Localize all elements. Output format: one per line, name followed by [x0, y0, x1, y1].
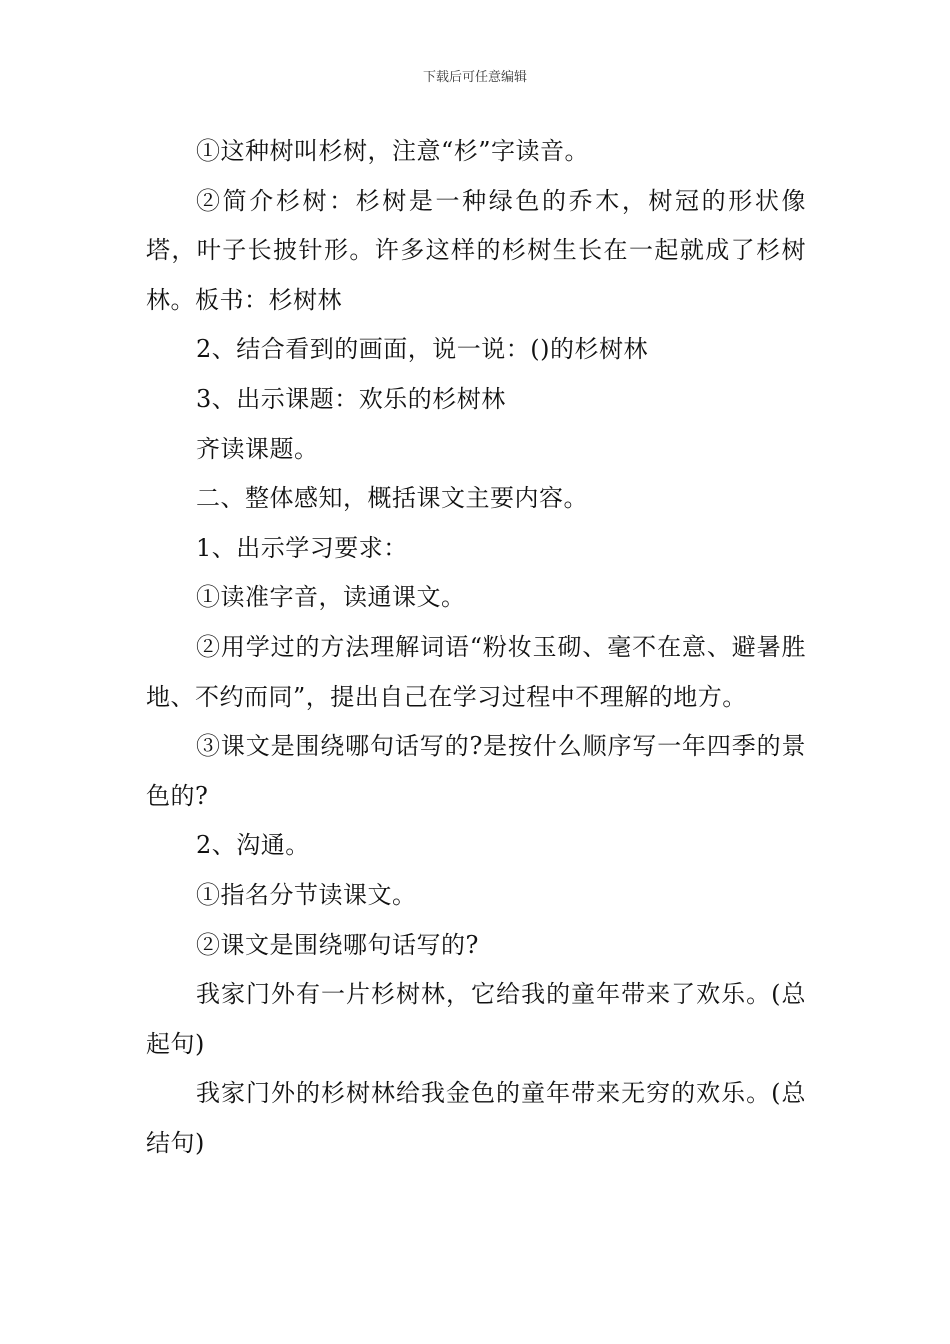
paragraph-5: 齐读课题。	[196, 434, 319, 463]
paragraph-6: 二、整体感知，概括课文主要内容。	[196, 484, 588, 513]
paragraph-11: 2、沟通。	[196, 831, 310, 860]
paragraph-14: 我家门外有一片杉树林，它给我的童年带来了欢乐。(总起句)	[146, 980, 806, 1058]
paragraph-13: ②课文是围绕哪句话写的?	[196, 930, 479, 959]
paragraph-12: ①指名分节读课文。	[196, 880, 417, 909]
document-body	[146, 127, 806, 1168]
paragraph-7: 1、出示学习要求：	[196, 533, 408, 562]
page-header-note: 下载后可任意编辑	[422, 70, 527, 85]
paragraph-9: ②用学过的方法理解词语“粉妆玉砌、毫不在意、避暑胜地、不约而同”，提出自己在学习过程中不理解的地方。	[146, 632, 806, 711]
paragraph-10: ③课文是围绕哪句话写的?是按什么顺序写一年四季的景色的?	[146, 732, 806, 810]
paragraph-2: ②简介杉树：杉树是一种绿色的乔木，树冠的形状像塔，叶子长披针形。许多这样的杉树生长在一起就成了杉树林。板书：杉树林	[146, 186, 806, 314]
paragraph-4: 3、出示课题：欢乐的杉树林	[196, 384, 506, 413]
paragraph-3: 2、结合看到的画面，说一说：()的杉树林	[196, 335, 648, 364]
paragraph-1: ①这种树叫杉树，注意“杉”字读音。	[196, 137, 590, 165]
paragraph-15: 我家门外的杉树林给我金色的童年带来无穷的欢乐。(总结句)	[146, 1079, 806, 1157]
paragraph-8: ①读准字音，读通课文。	[196, 583, 466, 612]
